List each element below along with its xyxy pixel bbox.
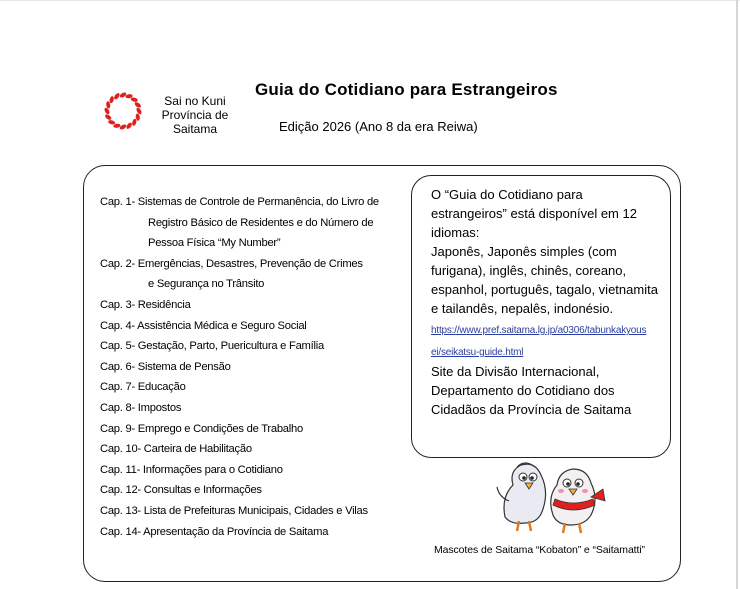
toc-chapter-label: Cap. 5- Gestação, Parto, Puericultura e Família	[100, 340, 324, 353]
mascots-illustration	[495, 457, 607, 535]
org-name: Sai no Kuni Província de Saitama	[161, 94, 229, 136]
toc-chapter-continuation: Pessoa Física “My Number”	[148, 237, 281, 250]
toc-chapter-label: Cap. 9- Emprego e Condições de Trabalho	[100, 422, 303, 435]
toc-item	[100, 295, 379, 316]
toc-item	[100, 192, 379, 254]
edition-label: Edição 2026 (Ano 8 da era Reiwa)	[279, 119, 478, 134]
mascots-caption: Mascotes de Saitama “Kobaton” e “Saitamatti”	[434, 544, 645, 556]
toc-chapter-label: Cap. 13- Lista de Prefeituras Municipais, Cidades e Vilas	[100, 504, 368, 517]
table-of-contents	[100, 192, 379, 542]
kobaton-mascot	[497, 463, 546, 531]
availability-intro: O “Guia do Cotidiano para estrangeiros” está disponível em 12 idiomas:	[431, 187, 637, 240]
toc-chapter-label: Cap. 2- Emergências, Desastres, Prevenção de Crimes	[100, 257, 363, 270]
toc-item	[100, 419, 379, 440]
toc-chapter-label: Cap. 14- Apresentação da Província de Saitama	[100, 525, 329, 538]
logo-petal	[130, 97, 138, 103]
toc-chapter-continuation: Registro Básico de Residentes e do Número de	[148, 216, 374, 229]
toc-chapter-label: Cap. 11- Informações para o Cotidiano	[100, 463, 283, 476]
toc-item	[100, 522, 379, 543]
toc-chapter-continuation: e Segurança no Trânsito	[148, 278, 265, 291]
toc-chapter-label: Cap. 3- Residência	[100, 298, 191, 311]
logo-petal	[104, 113, 112, 121]
guide-url-link-part2[interactable]: ei/seikatsu-guide.html	[431, 347, 524, 358]
saitama-logo-icon	[100, 88, 146, 134]
logo-petal	[134, 101, 142, 109]
logo-petal	[113, 92, 121, 100]
toc-item	[100, 316, 379, 337]
logo-petal	[135, 107, 142, 115]
toc-chapter-label: Cap. 8- Impostos	[100, 401, 182, 414]
toc-item	[100, 480, 379, 501]
logo-petal	[108, 119, 116, 125]
logo-petal	[131, 118, 137, 126]
toc-item	[100, 398, 379, 419]
page-top-edge	[0, 0, 740, 1]
toc-item	[100, 254, 379, 295]
toc-item	[100, 501, 379, 522]
toc-chapter-label: Cap. 4- Assistência Médica e Seguro Social	[100, 319, 307, 332]
toc-item	[100, 357, 379, 378]
logo-petal	[103, 107, 110, 115]
toc-item	[100, 460, 379, 481]
toc-chapter-label: Cap. 1- Sistemas de Controle de Permanência, do Livro de	[100, 196, 379, 208]
toc-chapter-label: Cap. 7- Educação	[100, 381, 186, 394]
toc-chapter-label: Cap. 12- Consultas e Informações	[100, 484, 262, 497]
toc-item	[100, 439, 379, 460]
page-right-edge	[736, 0, 738, 589]
logo-petal	[119, 123, 127, 130]
toc-item	[100, 336, 379, 357]
languages-list: Japonês, Japonês simples (com furigana), inglês, chinês, coreano, espanhol, português, tagalo, vietnamita e tailandês, nepalês, indonésio.	[431, 244, 658, 316]
guide-url-link-part1[interactable]: https://www.pref.saitama.lg.jp/a0306/tabunkakyous	[431, 325, 647, 336]
toc-chapter-label: Cap. 10- Carteira de Habilitação	[100, 443, 252, 456]
saitamatti-mascot	[551, 469, 605, 533]
logo-petal	[119, 91, 127, 98]
logo-petal	[109, 96, 115, 104]
languages-info-box	[411, 175, 671, 458]
toc-item	[100, 377, 379, 398]
document-title: Guia do Cotidiano para Estrangeiros	[255, 80, 558, 99]
logo-petal	[125, 122, 133, 130]
toc-chapter-label: Cap. 6- Sistema de Pensão	[100, 360, 231, 373]
site-description: Site da Divisão Internacional, Departamento do Cotidiano dos Cidadãos da Província de Saitama	[431, 364, 632, 417]
